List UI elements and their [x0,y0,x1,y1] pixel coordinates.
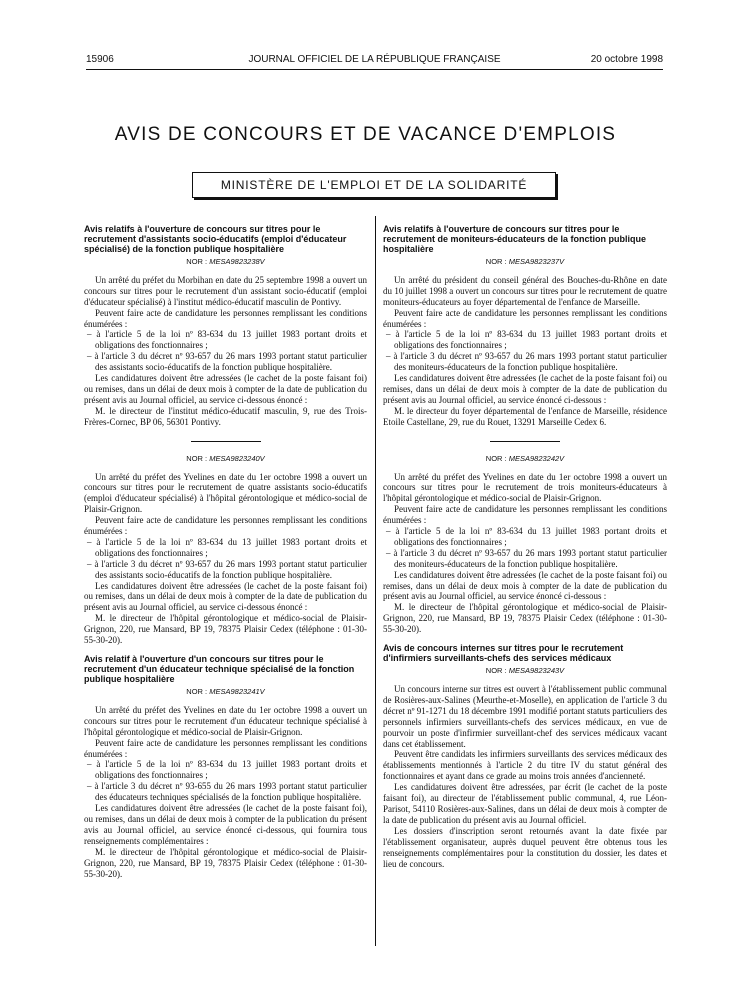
paragraph: Un concours interne sur titres est ouvert à l'établissement public communal de Rosières-aux-Salines (Meurthe-et-Moselle), en application de l'article 3 du décret nº 91-1271 du 18 décembre 1991 modifié portant statuts particuliers des personnels infirmiers surveillants-chefs des services médicaux, en vue de pourvoir un poste d'infirmier surveillant-chef des services médicaux vacant dans cet établissement. [383,684,667,749]
list-item: – à l'article 3 du décret nº 93-657 du 26 mars 1993 portant statut particulier des assistants socio-éducatifs de la fonction publique hospitalière. [87,558,367,580]
notice-infirmiers-surveillants-chefs [383,643,667,869]
nor-reference: NOR : MESA9823240V [186,453,265,463]
notice-educateur-technique [84,654,367,879]
nor-code: MESA9823241V [209,687,265,696]
paragraph: Les candidatures doivent être adressées (le cachet de la poste faisant foi) ou remises, dans un délai de deux mois à compter de la date de publication du présent avis au Journal officiel, au service énoncé ci-dessous : [383,569,667,602]
paragraph: Peuvent faire acte de candidature les personnes remplissant les conditions énumérées : [383,504,667,526]
right-column [383,224,667,869]
paragraph: M. le directeur de l'hôpital gérontologique et médico-social de Plaisir-Grignon, 220, rue Mansard, BP 19, 78375 Plaisir Cedex (téléphone : 01-30-55-30-20). [383,602,667,635]
notice-heading: Avis relatif à l'ouverture d'un concours sur titres pour le recrutement d'un éducateur technique spécialisé de la fonction publique hospitalière [84,654,355,684]
notice-heading: Avis relatifs à l'ouverture de concours sur titres pour le recrutement d'assistants socio-éducatifs (emploi d'éducateur spécialisé) de la fonction publique hospitalière [84,224,347,254]
nor-reference: NOR : MESA9823242V [485,453,565,463]
page-number: 15906 [86,54,114,65]
section-separator [191,441,261,442]
page-title: AVIS DE CONCOURS ET DE VACANCE D'EMPLOIS [114,124,617,145]
nor-code: MESA9823238V [209,257,265,266]
paragraph: Un arrêté du préfet des Yvelines en date du 1er octobre 1998 a ouvert un concours sur titres pour le recrutement de trois moniteurs-éducateurs à l'hôpital gérontologique et médico-social de Plaisir-Grignon. [383,471,667,504]
list-item: – à l'article 5 de la loi nº 83-634 du 13 juillet 1983 portant droits et obligations des fonctionnaires ; [87,759,367,781]
paragraph: Les dossiers d'inscription seront retournés avant la date fixée par l'établissement organisateur, auprès duquel peuvent être obtenus tous les renseignements complémentaires pour la constitution du dossier, les dates et lieu de concours. [383,825,667,869]
paragraph: Peuvent faire acte de candidature les personnes remplissant les conditions énumérées : [84,737,367,759]
paragraph: Un arrêté du président du conseil général des Bouches-du-Rhône en date du 10 juillet 1998 a ouvert un concours sur titres pour le recrutement de quatre moniteurs-éducateurs au foyer départemental de l'enfance de Marseille. [383,274,667,307]
column-divider [375,216,376,946]
paragraph: Un arrêté du préfet du Morbihan en date du 25 septembre 1998 a ouvert un concours sur titres pour le recrutement d'un assistant socio-éducatif (emploi d'éducateur spécialisé) à l'institut médico-éducatif masculin de Pontivy. [84,274,367,307]
list-item: – à l'article 5 de la loi nº 83-634 du 13 juillet 1983 portant droits et obligations des fonctionnaires ; [87,536,367,558]
paragraph: Un arrêté du préfet des Yvelines en date du 1er octobre 1998 a ouvert un concours sur titres pour le recrutement d'un éducateur technique spécialisé à l'hôpital gérontologique et médico-social de Plaisir-Grignon. [84,704,367,737]
list-item: – à l'article 3 du décret nº 93-655 du 26 mars 1993 portant statut particulier des éducateurs techniques spécialisés de la fonction publique hospitalière. [87,781,367,803]
paragraph: Peuvent être candidats les infirmiers surveillants des services médicaux des établissements mentionnés à l'article 2 du titre IV du statut général des fonctionnaires et ayant dans ce grade au moins trois années d'ancienneté. [383,749,667,782]
notice-heading: Avis relatifs à l'ouverture de concours sur titres pour le recrutement de moniteurs-éducateurs de la fonction publique hospitalière [383,224,647,254]
notice-heading: Avis de concours internes sur titres pour le recrutement d'infirmiers surveillants-chefs des services médicaux [383,643,624,664]
paragraph: Un arrêté du préfet des Yvelines en date du 1er octobre 1998 a ouvert un concours sur titres pour le recrutement de quatre assistants socio-éducatifs (emploi d'éducateur spécialisé) à l'hôpital gérontologique et médico-social de Plaisir-Grignon. [84,471,367,515]
notice-plaisir-grignon-assistants [84,454,367,646]
spacer [84,646,367,654]
paragraph: M. le directeur de l'hôpital gérontologique et médico-social de Plaisir-Grignon, 220, rue Mansard, BP 19, 78375 Plaisir Cedex (téléphone : 01-30-55-30-20). [84,613,367,646]
list-item: – à l'article 5 de la loi nº 83-634 du 13 juillet 1983 portant droits et obligations des fonctionnaires ; [386,329,667,351]
list-item: – à l'article 3 du décret nº 93-657 du 26 mars 1993 portant statut particulier des moniteurs-éducateurs de la fonction publique hospitalière. [386,351,667,373]
nor-code: MESA9823242V [508,453,565,463]
list-item: – à l'article 3 du décret nº 93-657 du 26 mars 1993 portant statut particulier des moniteurs-éducateurs de la fonction publique hospitalière. [386,547,667,569]
paragraph: M. le directeur de l'hôpital gérontologique et médico-social de Plaisir-Grignon, 220, rue Mansard, BP 19, 78375 Plaisir Cedex (téléphone : 01-30-55-30-20). [84,846,367,879]
nor-code: MESA9823237V [508,257,565,266]
paragraph: Les candidatures doivent être adressées (le cachet de la poste faisant foi) ou remises, dans un délai de deux mois à compter de la date de publication du présent avis au Journal officiel, au service ci-dessous énoncé : [84,580,367,613]
paragraph: Peuvent faire acte de candidature les personnes remplissant les conditions énumérées : [84,515,367,537]
header-rule [86,69,663,70]
paragraph: M. le directeur du foyer départemental de l'enfance de Marseille, résidence Etoile Castellane, 29, rue du Rouet, 13291 Marseille Cedex 6. [383,405,667,427]
nor-code: MESA9823240V [209,453,265,463]
ministry-box: MINISTÈRE DE L'EMPLOI ET DE LA SOLIDARITÉ [192,172,556,198]
paragraph: Les candidatures doivent être adressées (le cachet de la poste faisant foi) ou remises, dans un délai de deux mois à compter de la date de publication du présent avis au Journal officiel, au service énoncé ci-dessous : [383,373,667,405]
running-header [86,54,663,68]
nor-reference: NOR : MESA9823237V [485,257,565,266]
notice-moniteurs-educateurs [383,224,667,428]
nor-reference: NOR : MESA9823243V [485,666,565,676]
issue-date: 20 octobre 1998 [590,54,663,65]
notice-plaisir-grignon-moniteurs [383,454,667,636]
journal-name: JOURNAL OFFICIEL DE LA RÉPUBLIQUE FRANÇAISE [248,54,501,65]
nor-code: MESA9823243V [508,666,565,676]
nor-reference: NOR : MESA9823238V [186,257,265,266]
nor-reference: NOR : MESA9823241V [186,687,265,696]
spacer [383,635,667,643]
paragraph: Peuvent faire acte de candidature les personnes remplissant les conditions énumérées : [383,307,667,329]
paragraph: Les candidatures doivent être adressées, par écrit (le cachet de la poste faisant foi), au directeur de l'établissement public communal, 4, rue Léon-Parisot, 54110 Rosières-aux-Salines, dans un délai de deux mois à compter de la date de publication du présent avis au Journal officiel. [383,782,667,825]
list-item: – à l'article 5 de la loi nº 83-634 du 13 juillet 1983 portant droits et obligations des fonctionnaires ; [386,526,667,547]
paragraph: Peuvent faire acte de candidature les personnes remplissant les conditions énumérées : [84,307,367,329]
list-item: – à l'article 5 de la loi nº 83-634 du 13 juillet 1983 portant droits et obligations des fonctionnaires ; [87,329,367,351]
paragraph: M. le directeur de l'institut médico-éducatif masculin, 9, rue des Trois-Frères-Cornec, BP 06, 56301 Pontivy. [84,405,367,427]
paragraph: Les candidatures doivent être adressées (le cachet de la poste faisant foi), ou remises, dans un délai de deux mois à compter de la publication du présent avis au Journal officiel, au service énoncé ci-dessous, qui fournira tous renseignements complémentaires : [84,803,367,846]
paragraph: Les candidatures doivent être adressées (le cachet de la poste faisant foi) ou remises, dans un délai de deux mois à compter de la date de publication du présent avis au Journal officiel, au service ci-dessous énoncé : [84,373,367,405]
section-separator [490,441,560,442]
left-column [84,224,367,879]
list-item: – à l'article 3 du décret nº 93-657 du 26 mars 1993 portant statut particulier des assistants socio-éducatifs de la fonction publique hospitalière. [87,351,367,373]
notice-assistants-socio-educatifs [84,224,367,428]
